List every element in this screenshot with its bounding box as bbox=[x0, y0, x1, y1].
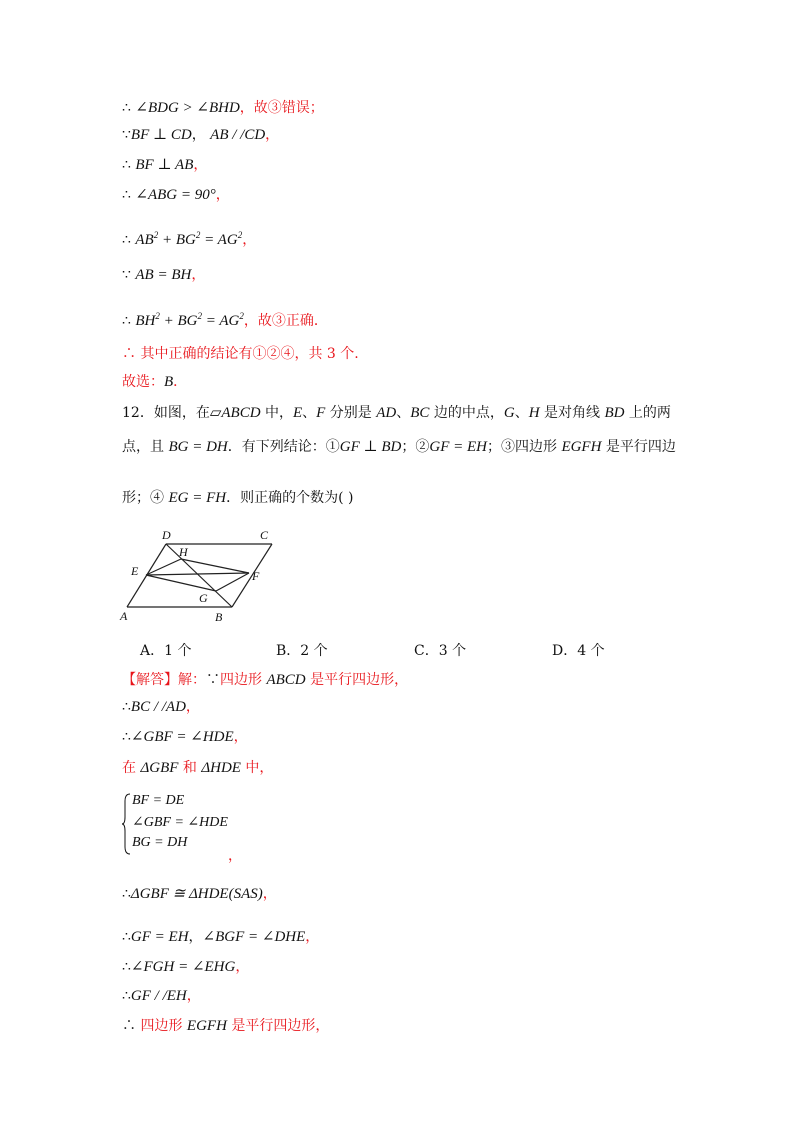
red-text: ， bbox=[235, 959, 250, 975]
brace-icon bbox=[122, 793, 132, 855]
answer-line-2 bbox=[122, 697, 200, 717]
math-expression: ΔHDE bbox=[201, 760, 241, 776]
math: ▱ABCD bbox=[209, 405, 261, 421]
question-line-2 bbox=[122, 436, 676, 458]
therefore-symbol: ∴ bbox=[122, 100, 131, 116]
math: EG = FH bbox=[168, 490, 227, 506]
math-expression: ∠ABG = 90° bbox=[135, 187, 216, 203]
red-text: 四边形 bbox=[220, 672, 267, 688]
answer-line-3 bbox=[122, 727, 248, 747]
red-text: ， bbox=[193, 157, 208, 173]
math: GF ⊥ BD bbox=[339, 439, 402, 455]
segment-HF bbox=[181, 559, 249, 573]
solution-line-8 bbox=[122, 344, 359, 364]
segment-GE bbox=[146, 575, 216, 591]
math-expression: BF ⊥ CD bbox=[130, 127, 192, 143]
therefore-symbol: ∴ bbox=[122, 988, 131, 1004]
text: ．则正确的个数为 bbox=[226, 490, 339, 506]
math-expression: ∠BDG > ∠BHD bbox=[135, 100, 240, 116]
text: ；② bbox=[401, 439, 430, 455]
math-expression bbox=[135, 313, 243, 329]
label-H: H bbox=[179, 545, 188, 559]
separator: ， bbox=[191, 127, 206, 143]
equation-row: BF = DE bbox=[132, 793, 185, 808]
therefore-symbol: ∴ bbox=[122, 313, 131, 329]
text: ．有下列结论：① bbox=[227, 439, 340, 455]
math-part: = AG bbox=[202, 313, 240, 329]
superscript: 2 bbox=[153, 230, 159, 240]
math: E bbox=[292, 405, 303, 421]
math-expression: B bbox=[164, 374, 174, 390]
text: 是对角线 bbox=[539, 405, 605, 421]
therefore-symbol: ∴ bbox=[122, 187, 131, 203]
math-expression: ΔGBF ≅ ΔHDE(SAS) bbox=[130, 886, 263, 902]
text: 边的中点， bbox=[429, 405, 504, 421]
math-expression: GF = EH bbox=[130, 929, 189, 945]
red-text: 四边形 bbox=[136, 1018, 187, 1034]
answer-line-6 bbox=[122, 927, 319, 947]
text: 、 bbox=[396, 405, 411, 421]
red-text: ，故③正确． bbox=[243, 313, 328, 329]
label-D: D bbox=[162, 528, 171, 542]
math-expression: ∠GBF = ∠HDE bbox=[130, 729, 234, 745]
label-G: G bbox=[199, 591, 208, 605]
answer-label: 【解答】 bbox=[122, 672, 178, 688]
red-text: ， bbox=[305, 929, 320, 945]
red-text: ，故③错误； bbox=[239, 100, 324, 116]
math: BC bbox=[410, 405, 430, 421]
math-expression: ABCD bbox=[266, 672, 306, 688]
question-line-1 bbox=[122, 402, 671, 424]
because-symbol: ∵ bbox=[122, 127, 131, 143]
red-text: 在 bbox=[122, 760, 141, 776]
math-part: + BG bbox=[158, 232, 196, 248]
math-expression: AB / /CD bbox=[210, 127, 266, 143]
solution-line-5 bbox=[122, 225, 256, 250]
text: 是平行四边 bbox=[601, 439, 676, 455]
math: F bbox=[316, 405, 326, 421]
math: EGFH bbox=[561, 439, 602, 455]
equation-system bbox=[122, 793, 262, 863]
because-symbol: ∵ bbox=[206, 672, 220, 688]
math-part: = AG bbox=[200, 232, 238, 248]
solution-line-4 bbox=[122, 185, 230, 205]
math-expression: GF / /EH bbox=[130, 988, 187, 1004]
answer-line-4 bbox=[122, 758, 273, 778]
red-text: ， bbox=[228, 848, 242, 864]
text: 12．如图，在 bbox=[122, 405, 210, 421]
solution-line-2 bbox=[122, 125, 279, 145]
parallelogram-diagram bbox=[115, 524, 285, 629]
math: GF = EH bbox=[429, 439, 487, 455]
red-text: 中， bbox=[240, 760, 274, 776]
text: 、 bbox=[514, 405, 529, 421]
superscript: 2 bbox=[239, 311, 244, 321]
text: 形；④ bbox=[122, 490, 169, 506]
math: AD bbox=[376, 405, 397, 421]
option-b: B．2 个 bbox=[276, 643, 328, 659]
text: 分别是 bbox=[325, 405, 377, 421]
answer-bracket: ( ) bbox=[338, 490, 354, 506]
solution-line-3 bbox=[122, 155, 207, 175]
math-expression: BF ⊥ AB bbox=[135, 157, 194, 173]
superscript: 2 bbox=[195, 230, 201, 240]
superscript: 2 bbox=[155, 311, 160, 321]
red-text: ， bbox=[186, 988, 201, 1004]
therefore-symbol: ∴ bbox=[122, 886, 131, 902]
math-expression: ∠BGF = ∠DHE bbox=[202, 929, 306, 945]
text: 、 bbox=[302, 405, 317, 421]
red-text: ， bbox=[185, 699, 200, 715]
red-text: ． bbox=[173, 374, 188, 390]
equation-row: BG = DH bbox=[132, 835, 188, 850]
therefore-symbol: ∴ bbox=[122, 699, 131, 715]
superscript: 2 bbox=[197, 311, 202, 321]
therefore-symbol: ∴ bbox=[122, 232, 131, 248]
label-B: B bbox=[215, 610, 223, 624]
option-c: C．3 个 bbox=[414, 643, 467, 659]
math-expression: EGFH bbox=[186, 1018, 227, 1034]
because-symbol: ∵ bbox=[122, 267, 131, 283]
red-text: 和 bbox=[178, 760, 202, 776]
math-expression: ΔGBF bbox=[140, 760, 179, 776]
red-text: ， bbox=[215, 187, 230, 203]
math-expression: BC / /AD bbox=[130, 699, 186, 715]
answer-line-5 bbox=[122, 884, 277, 904]
text: 中， bbox=[260, 405, 293, 421]
red-text: 是平行四边形， bbox=[226, 1018, 330, 1034]
math: BD bbox=[604, 405, 625, 421]
red-text: ∴ 其中正确的结论有①②④，共 3 个. bbox=[122, 346, 359, 362]
answer-line-1 bbox=[122, 670, 408, 690]
red-text: 解： bbox=[178, 672, 206, 688]
therefore-symbol: ∴ bbox=[122, 959, 131, 975]
separator: ， bbox=[188, 929, 203, 945]
red-text: 故选： bbox=[122, 374, 164, 390]
math-expression: ∠FGH = ∠EHG bbox=[130, 959, 236, 975]
math-part: BH bbox=[135, 313, 156, 329]
math-expression bbox=[135, 232, 242, 248]
answer-line-8 bbox=[122, 986, 201, 1006]
label-E: E bbox=[131, 564, 139, 578]
label-F: F bbox=[252, 569, 260, 583]
answer-line-9 bbox=[122, 1016, 329, 1036]
therefore-symbol: ∴ bbox=[122, 157, 131, 173]
red-text: 是平行四边形， bbox=[305, 672, 409, 688]
solution-line-1 bbox=[122, 98, 324, 118]
solution-line-6 bbox=[122, 265, 205, 285]
red-text: ， bbox=[191, 267, 206, 283]
therefore-symbol: ∴ bbox=[122, 729, 131, 745]
red-text: ， bbox=[265, 127, 280, 143]
math-expression: AB = BH bbox=[135, 267, 192, 283]
equation-row: ∠GBF = ∠HDE bbox=[132, 815, 228, 830]
math: G bbox=[503, 405, 515, 421]
red-text: ， bbox=[262, 886, 277, 902]
parallelogram-figure bbox=[115, 524, 285, 633]
text: 上的两 bbox=[624, 405, 671, 421]
label-C: C bbox=[260, 528, 269, 542]
option-d: D．4 个 bbox=[552, 643, 605, 659]
question-line-3 bbox=[122, 487, 353, 509]
math: H bbox=[528, 405, 540, 421]
label-A: A bbox=[120, 609, 128, 623]
option-a: A．1 个 bbox=[140, 643, 192, 659]
red-text: ， bbox=[242, 232, 257, 248]
answer-line-7 bbox=[122, 957, 249, 977]
text: 点，且 bbox=[122, 439, 169, 455]
solution-line-9 bbox=[122, 372, 187, 392]
math-part: AB bbox=[135, 232, 154, 248]
math-part: + BG bbox=[159, 313, 198, 329]
superscript: 2 bbox=[237, 230, 243, 240]
math: BG = DH bbox=[168, 439, 228, 455]
text: ；③四边形 bbox=[486, 439, 562, 455]
solution-line-7 bbox=[122, 306, 328, 331]
red-text: ， bbox=[233, 729, 248, 745]
therefore-symbol: ∴ bbox=[122, 1018, 136, 1034]
therefore-symbol: ∴ bbox=[122, 929, 131, 945]
